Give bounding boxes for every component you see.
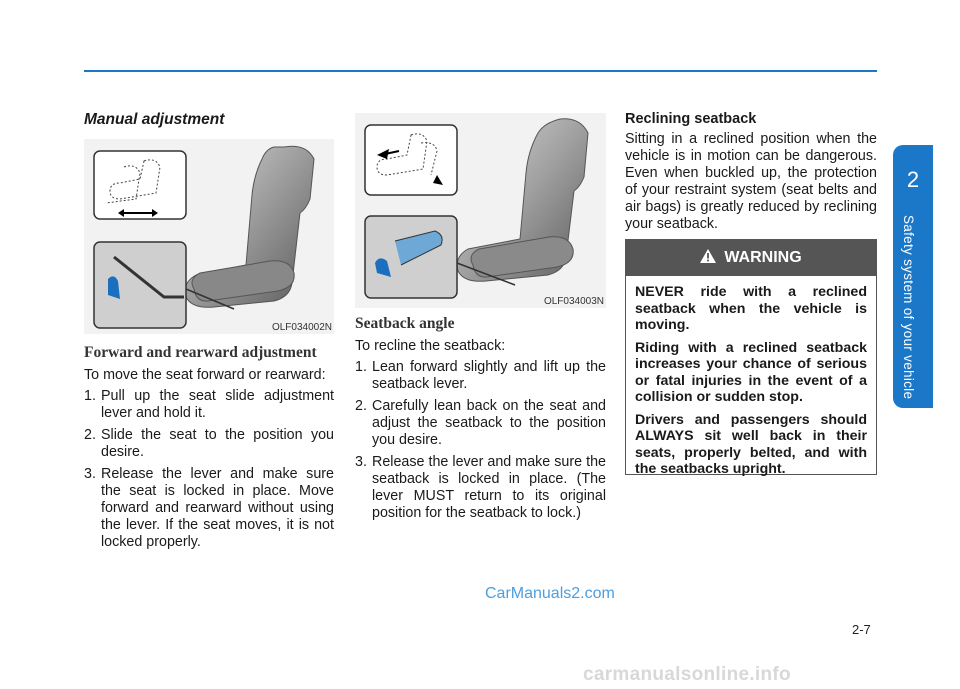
page-number: 2-7 xyxy=(852,622,871,637)
warning-paragraph: Drivers and passengers should ALWAYS sit well back in their seats, properly belted, and with the seatbacks upright. xyxy=(635,411,867,477)
chapter-number: 2 xyxy=(906,167,920,192)
list-item: 1. Pull up the seat slide adjustment lever and hold it. xyxy=(84,388,334,421)
warning-header xyxy=(626,240,876,276)
middle-column-text xyxy=(355,315,606,527)
list-item: 3. Release the lever and make sure the seat is locked in place. Move forward and rearward without using the lever. If the seat moves, it is not locked properly. xyxy=(84,466,334,550)
section-heading-manual-adjustment: Manual adjustment xyxy=(84,111,225,128)
middle-intro: To recline the seatback: xyxy=(355,338,506,354)
warning-box xyxy=(625,239,877,475)
list-item: 2. Slide the seat to the position you desire. xyxy=(84,427,334,460)
seatback-illustration xyxy=(355,113,606,308)
right-column-text xyxy=(625,111,877,233)
left-intro: To move the seat forward or rearward: xyxy=(84,367,326,383)
warning-paragraph: NEVER ride with a reclined seatback when the vehicle is moving. xyxy=(635,284,867,333)
figure-code-2: OLF034003N xyxy=(543,296,604,307)
warning-body xyxy=(626,276,876,478)
list-item: 1. Lean forward slightly and lift up the seatback lever. xyxy=(355,359,606,392)
list-item: 2. Carefully lean back on the seat and adjust the seatback to the position you desire. xyxy=(355,398,606,448)
warning-paragraph: Riding with a reclined seatback increases your chance of serious or fatal injuries in the event of a collision or sudden stop. xyxy=(635,339,867,405)
middle-steps-list xyxy=(355,359,606,522)
chapter-tab[interactable] xyxy=(893,145,933,408)
chapter-title: Safety system of your vehicle xyxy=(901,215,916,400)
warning-title: WARNING xyxy=(724,249,802,266)
subheading-seatback-angle: Seatback angle xyxy=(355,315,455,332)
left-column-text xyxy=(84,344,334,556)
heading-reclining-seatback: Reclining seatback xyxy=(625,111,757,127)
figure-code-1: OLF034002N xyxy=(271,322,332,333)
watermark-link[interactable]: CarManuals2.com xyxy=(485,585,615,602)
seat-slide-figure xyxy=(84,139,334,334)
warning-triangle-icon xyxy=(700,249,716,268)
header-rule xyxy=(84,70,877,72)
seat-slide-illustration xyxy=(84,139,334,334)
reclining-body: Sitting in a reclined position when the vehicle is in motion can be dangerous. Even when buckled up, the protection of your restraint system (seat belts and air bags) is greatly reduced by reclining your seatback. xyxy=(625,131,877,232)
list-item: 3. Release the lever and make sure the seatback is locked in place. (The lever MUST return to its original position for the seatback to lock.) xyxy=(355,454,606,521)
footer-watermark: carmanualsonline.info xyxy=(583,664,791,685)
left-steps-list xyxy=(84,388,334,551)
seatback-recline-figure xyxy=(355,113,606,308)
subheading-forward-rearward: Forward and rearward adjustment xyxy=(84,344,317,361)
